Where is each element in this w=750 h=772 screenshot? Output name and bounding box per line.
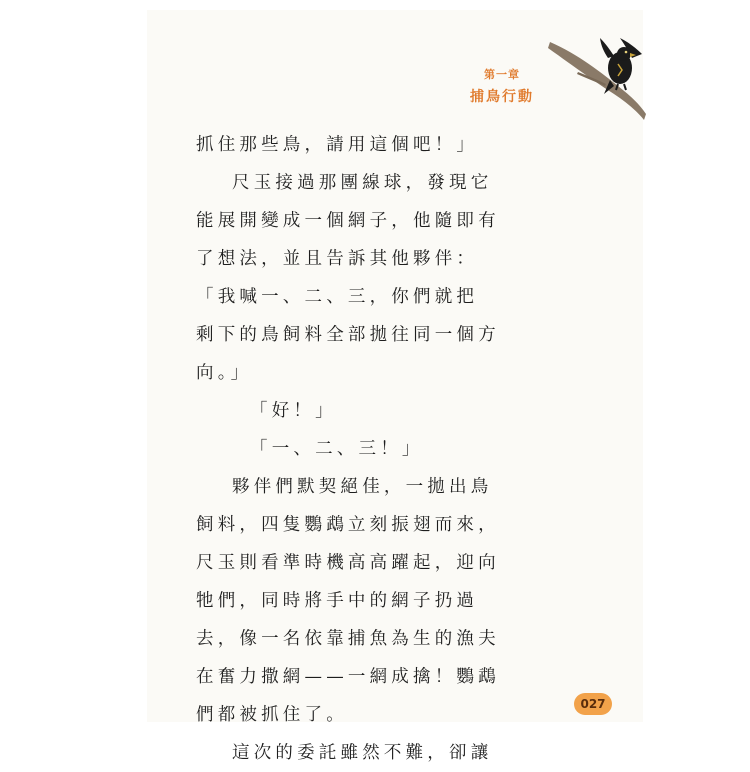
text-line: 抓住那些鳥，請用這個吧！」 <box>196 135 479 155</box>
story-text <box>196 126 588 772</box>
text-line: 們都被抓住了。 <box>196 705 348 725</box>
text-line: 剩下的鳥飼料全部拋往同一個方 <box>196 325 500 345</box>
text-line: 飼料，四隻鸚鵡立刻振翅而來， <box>196 515 500 535</box>
text-line: 尺玉接過那團線球，發現它 <box>232 173 493 193</box>
text-line: 在奮力撒網——一網成擒！鸚鵡 <box>196 667 500 687</box>
text-line: 「一、二、三！」 <box>250 439 424 459</box>
text-line: 能展開變成一個網子，他隨即有 <box>196 211 500 231</box>
text-line: 了想法，並且告訴其他夥伴： <box>196 249 479 269</box>
bird-on-branch-illustration <box>548 34 648 124</box>
chapter-title: 捕鳥行動 <box>470 89 534 105</box>
chapter-number: 第一章 <box>484 68 520 81</box>
text-line: 「好！」 <box>250 401 337 421</box>
chapter-heading <box>470 66 534 106</box>
text-line: 尺玉則看準時機高高躍起，迎向 <box>196 553 500 573</box>
page-number-badge: 027 <box>574 693 612 715</box>
text-line: 這次的委託雖然不難，卻讓 <box>232 743 493 763</box>
text-line: 「我喊一、二、三，你們就把 <box>196 287 479 307</box>
text-line: 牠們，同時將手中的網子扔過 <box>196 591 479 611</box>
text-line: 去，像一名依靠捕魚為生的漁夫 <box>196 629 500 649</box>
text-line: 夥伴們默契絕佳，一拋出鳥 <box>232 477 493 497</box>
text-line: 向。」 <box>196 363 253 383</box>
